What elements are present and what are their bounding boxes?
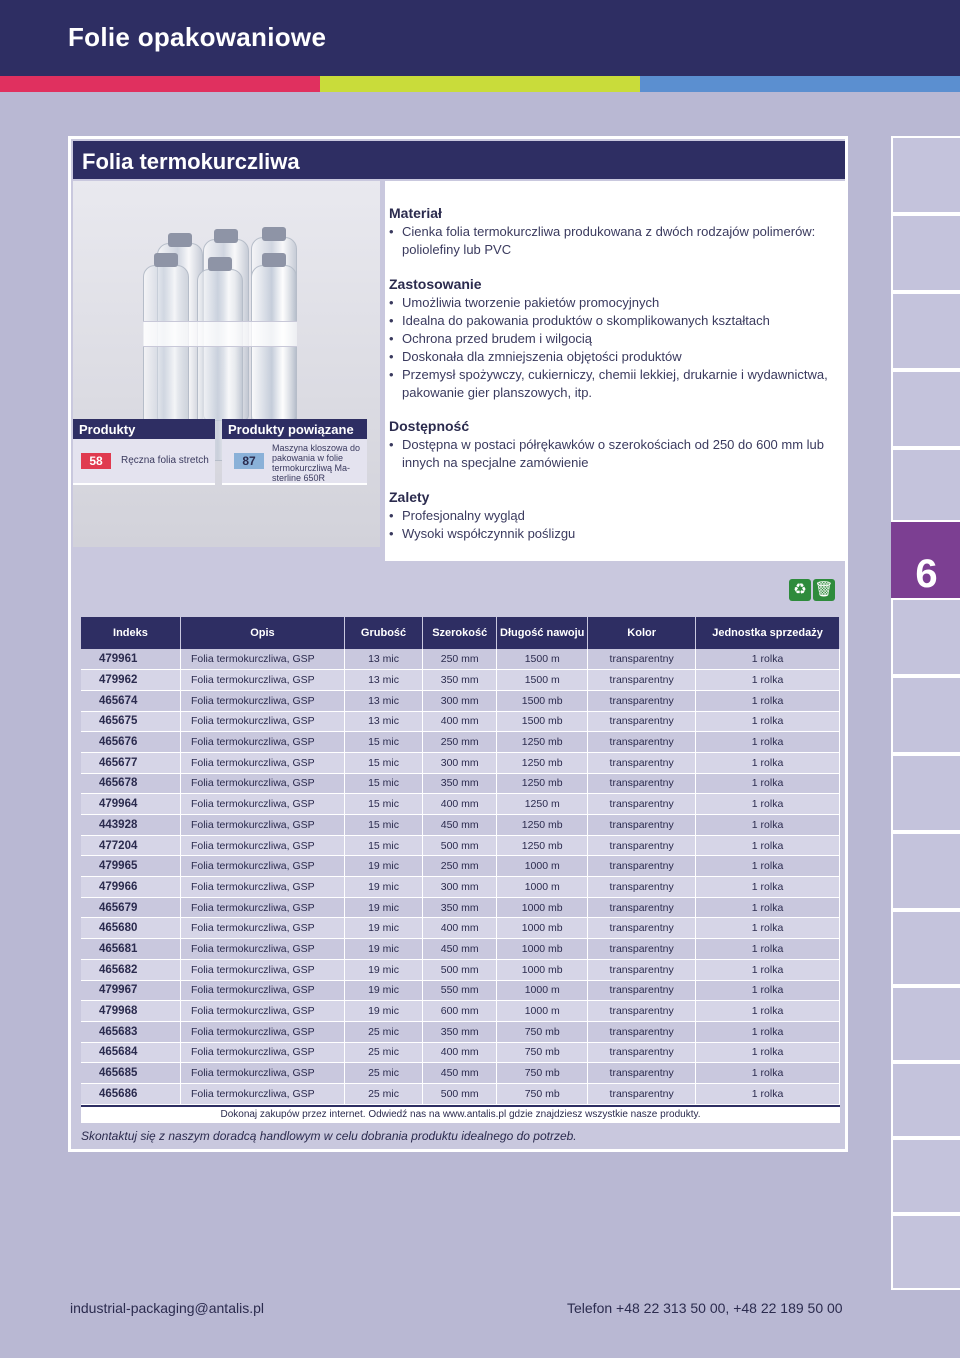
side-tab-11[interactable] [891, 910, 960, 986]
color-cell: transparentny [588, 794, 696, 815]
description-cell: Folia termokurczliwa, GSP [180, 1042, 344, 1063]
table-row [81, 835, 840, 856]
table-row [81, 939, 840, 960]
color-cell: transparentny [588, 959, 696, 980]
related-products-heading: Produkty powiązane [222, 419, 367, 439]
width-cell: 350 mm [423, 670, 497, 691]
column-header-color: Kolor [588, 617, 696, 649]
unit-cell: 1 rolka [696, 1063, 840, 1084]
color-cell: transparentny [588, 649, 696, 670]
table-row [81, 1083, 840, 1104]
color-cell: transparentny [588, 1021, 696, 1042]
thickness-cell: 25 mic [344, 1042, 422, 1063]
index-cell: 479966 [81, 877, 180, 898]
product-title-bar [73, 141, 845, 179]
color-cell: transparentny [588, 939, 696, 960]
recycle-icon: ♻ [789, 579, 811, 601]
unit-cell: 1 rolka [696, 1042, 840, 1063]
table-row [81, 959, 840, 980]
description-cell: Folia termokurczliwa, GSP [180, 1021, 344, 1042]
thickness-cell: 13 mic [344, 649, 422, 670]
width-cell: 450 mm [423, 815, 497, 836]
description-cell: Folia termokurczliwa, GSP [180, 980, 344, 1001]
footer-email[interactable]: industrial-packaging@antalis.pl [70, 1300, 264, 1316]
side-tab-5[interactable] [891, 448, 960, 522]
width-cell: 400 mm [423, 711, 497, 732]
side-tab-9[interactable] [891, 754, 960, 832]
color-cell: transparentny [588, 877, 696, 898]
product-title: Folia termokurczliwa [82, 149, 300, 174]
side-tab-15[interactable] [891, 1214, 960, 1290]
width-cell: 500 mm [423, 1083, 497, 1104]
material-list [389, 223, 839, 259]
color-stripe-lime [320, 76, 640, 92]
width-cell: 450 mm [423, 1063, 497, 1084]
thickness-cell: 13 mic [344, 690, 422, 711]
color-cell: transparentny [588, 732, 696, 753]
table-row [81, 773, 840, 794]
list-item: • Przemysł spożywczy, cukierniczy, chemii lekkiej, drukarnie i wydawnictwa, pakowanie gier planszowych, itp. [389, 366, 839, 402]
unit-cell: 1 rolka [696, 794, 840, 815]
width-cell: 400 mm [423, 794, 497, 815]
table-row [81, 815, 840, 836]
list-item: • Dostępna w postaci półrękawków o szerokościach od 250 do 600 mm lub innych na specjalne zamówienie [389, 436, 839, 472]
description-cell: Folia termokurczliwa, GSP [180, 732, 344, 753]
length-cell: 1250 mb [497, 815, 588, 836]
description-cell: Folia termokurczliwa, GSP [180, 959, 344, 980]
application-list [389, 294, 839, 402]
length-cell: 1250 mb [497, 732, 588, 753]
thickness-cell: 19 mic [344, 1001, 422, 1022]
unit-cell: 1 rolka [696, 649, 840, 670]
index-cell: 465675 [81, 711, 180, 732]
table-row [81, 649, 840, 670]
width-cell: 450 mm [423, 939, 497, 960]
length-cell: 1500 mb [497, 690, 588, 711]
description-cell: Folia termokurczliwa, GSP [180, 649, 344, 670]
side-tab-7[interactable] [891, 598, 960, 676]
eco-icons [789, 579, 837, 601]
table-row [81, 670, 840, 691]
unit-cell: 1 rolka [696, 1083, 840, 1104]
bottle-label-band [143, 321, 297, 347]
width-cell: 400 mm [423, 1042, 497, 1063]
unit-cell: 1 rolka [696, 773, 840, 794]
color-cell: transparentny [588, 815, 696, 836]
description-cell: Folia termokurczliwa, GSP [180, 690, 344, 711]
thickness-cell: 19 mic [344, 959, 422, 980]
color-cell: transparentny [588, 835, 696, 856]
thickness-cell: 25 mic [344, 1063, 422, 1084]
width-cell: 350 mm [423, 773, 497, 794]
unit-cell: 1 rolka [696, 815, 840, 836]
column-header-width: Szerokość [423, 617, 497, 649]
index-cell: 465677 [81, 752, 180, 773]
thickness-cell: 19 mic [344, 897, 422, 918]
description-cell: Folia termokurczliwa, GSP [180, 877, 344, 898]
length-cell: 1000 mb [497, 939, 588, 960]
index-cell: 479968 [81, 1001, 180, 1022]
thickness-cell: 13 mic [344, 670, 422, 691]
bottle-cap [208, 257, 232, 271]
color-cell: transparentny [588, 752, 696, 773]
description-cell: Folia termokurczliwa, GSP [180, 856, 344, 877]
description-cell: Folia termokurczliwa, GSP [180, 918, 344, 939]
table-header-row [81, 617, 840, 649]
index-cell: 479965 [81, 856, 180, 877]
index-cell: 477204 [81, 835, 180, 856]
index-cell: 479962 [81, 670, 180, 691]
color-stripe-blue [640, 76, 960, 92]
table-row [81, 1021, 840, 1042]
table-row [81, 752, 840, 773]
list-item: • Profesjonalny wygląd [389, 507, 839, 525]
table-row [81, 794, 840, 815]
list-item: • Idealna do pakowania produktów o skomplikowanych kształtach [389, 312, 839, 330]
width-cell: 250 mm [423, 856, 497, 877]
unit-cell: 1 rolka [696, 1021, 840, 1042]
length-cell: 1500 m [497, 649, 588, 670]
list-item: • Doskonała dla zmniejszenia objętości produktów [389, 348, 839, 366]
unit-cell: 1 rolka [696, 752, 840, 773]
bottle-cap [154, 253, 178, 267]
side-tab-3[interactable] [891, 292, 960, 370]
column-header-thickness: Grubość [344, 617, 422, 649]
thickness-cell: 15 mic [344, 773, 422, 794]
thickness-cell: 19 mic [344, 980, 422, 1001]
length-cell: 1000 mb [497, 897, 588, 918]
length-cell: 750 mb [497, 1042, 588, 1063]
color-cell: transparentny [588, 980, 696, 1001]
bottle-cap [168, 233, 192, 247]
thickness-cell: 19 mic [344, 918, 422, 939]
length-cell: 750 mb [497, 1021, 588, 1042]
index-cell: 465680 [81, 918, 180, 939]
width-cell: 300 mm [423, 877, 497, 898]
description-cell: Folia termokurczliwa, GSP [180, 939, 344, 960]
table-row [81, 711, 840, 732]
table-row [81, 1063, 840, 1084]
thickness-cell: 25 mic [344, 1021, 422, 1042]
color-cell: transparentny [588, 690, 696, 711]
trash-bin-icon: 🗑 [813, 579, 835, 601]
length-cell: 1250 mb [497, 773, 588, 794]
unit-cell: 1 rolka [696, 980, 840, 1001]
index-cell: 443928 [81, 815, 180, 836]
related-product-label: Maszyna kloszowa do pakowania w folie termokurczliwą Ma-sterline 650R [272, 443, 361, 483]
thickness-cell: 25 mic [344, 1083, 422, 1104]
related-products-body [222, 439, 367, 483]
related-page-number: 87 [234, 453, 264, 469]
side-tab-4[interactable] [891, 370, 960, 448]
table-row [81, 918, 840, 939]
bottle-cap [262, 227, 286, 241]
availability-list [389, 436, 839, 472]
list-item: • Umożliwia tworzenie pakietów promocyjnych [389, 294, 839, 312]
column-header-length: Długość nawoju [497, 617, 588, 649]
side-tab-number: 6 [915, 552, 938, 596]
color-cell: transparentny [588, 1083, 696, 1104]
alternative-product-label: Ręczna folia stretch [121, 455, 209, 466]
index-cell: 465676 [81, 732, 180, 753]
width-cell: 300 mm [423, 752, 497, 773]
description-cell: Folia termokurczliwa, GSP [180, 897, 344, 918]
thickness-cell: 15 mic [344, 732, 422, 753]
section-heading-material: Materiał [389, 205, 442, 221]
index-cell: 465683 [81, 1021, 180, 1042]
thickness-cell: 15 mic [344, 794, 422, 815]
thickness-cell: 13 mic [344, 711, 422, 732]
width-cell: 600 mm [423, 1001, 497, 1022]
color-cell: transparentny [588, 773, 696, 794]
side-tab-14[interactable] [891, 1138, 960, 1214]
table-row [81, 732, 840, 753]
index-cell: 465681 [81, 939, 180, 960]
section-heading-availability: Dostępność [389, 418, 470, 434]
length-cell: 1000 mb [497, 918, 588, 939]
unit-cell: 1 rolka [696, 732, 840, 753]
list-item: • Ochrona przed brudem i wilgocią [389, 330, 839, 348]
unit-cell: 1 rolka [696, 939, 840, 960]
length-cell: 750 mb [497, 1083, 588, 1104]
length-cell: 1000 m [497, 856, 588, 877]
product-card [68, 136, 848, 1152]
length-cell: 1500 mb [497, 711, 588, 732]
description-cell: Folia termokurczliwa, GSP [180, 773, 344, 794]
table-row [81, 980, 840, 1001]
index-cell: 465678 [81, 773, 180, 794]
online-purchase-note: Dokonaj zakupów przez internet. Odwiedź nas na www.antalis.pl gdzie znajdziesz wszystkie nasze produkty. [81, 1105, 840, 1123]
length-cell: 1000 m [497, 1001, 588, 1022]
index-cell: 479961 [81, 649, 180, 670]
index-cell: 465682 [81, 959, 180, 980]
alternative-products-body [73, 439, 215, 483]
unit-cell: 1 rolka [696, 959, 840, 980]
index-cell: 465674 [81, 690, 180, 711]
color-cell: transparentny [588, 918, 696, 939]
description-cell: Folia termokurczliwa, GSP [180, 752, 344, 773]
side-tab-8[interactable] [891, 676, 960, 754]
description-cell: Folia termokurczliwa, GSP [180, 711, 344, 732]
unit-cell: 1 rolka [696, 1001, 840, 1022]
related-products-box[interactable] [222, 419, 367, 485]
product-image [73, 181, 380, 547]
page-header [0, 0, 960, 76]
unit-cell: 1 rolka [696, 897, 840, 918]
length-cell: 1000 m [497, 980, 588, 1001]
column-header-index: Indeks [81, 617, 180, 649]
side-tab-1[interactable] [891, 136, 960, 214]
bottle-cap [262, 253, 286, 267]
card-background [71, 139, 845, 1149]
section-heading-application: Zastosowanie [389, 276, 482, 292]
color-cell: transparentny [588, 1063, 696, 1084]
description-cell: Folia termokurczliwa, GSP [180, 1063, 344, 1084]
color-cell: transparentny [588, 1042, 696, 1063]
width-cell: 250 mm [423, 649, 497, 670]
length-cell: 1000 m [497, 877, 588, 898]
side-tab-active[interactable] [891, 522, 960, 598]
side-tab-10[interactable] [891, 832, 960, 910]
color-cell: transparentny [588, 711, 696, 732]
description-cell: Folia termokurczliwa, GSP [180, 670, 344, 691]
column-header-description: Opis [180, 617, 344, 649]
thickness-cell: 15 mic [344, 835, 422, 856]
width-cell: 550 mm [423, 980, 497, 1001]
width-cell: 500 mm [423, 959, 497, 980]
side-tab-2[interactable] [891, 214, 960, 292]
color-cell: transparentny [588, 1001, 696, 1022]
side-tab-12[interactable] [891, 986, 960, 1062]
table-row [81, 897, 840, 918]
list-item: • Cienka folia termokurczliwa produkowana z dwóch rodzajów polimerów: poliolefiny lub PVC [389, 223, 839, 259]
alternative-products-heading: Produkty [73, 419, 215, 439]
contact-advisor-line: Skontaktuj się z naszym doradcą handlowym w celu dobrania produktu idealnego do potrzeb. [81, 1129, 577, 1143]
index-cell: 465685 [81, 1063, 180, 1084]
product-table [81, 617, 840, 1105]
unit-cell: 1 rolka [696, 670, 840, 691]
length-cell: 750 mb [497, 1063, 588, 1084]
unit-cell: 1 rolka [696, 690, 840, 711]
alternative-products-box[interactable] [73, 419, 215, 485]
unit-cell: 1 rolka [696, 918, 840, 939]
unit-cell: 1 rolka [696, 711, 840, 732]
index-cell: 465686 [81, 1083, 180, 1104]
length-cell: 1250 mb [497, 835, 588, 856]
table-row [81, 877, 840, 898]
length-cell: 1250 m [497, 794, 588, 815]
color-cell: transparentny [588, 897, 696, 918]
advantages-list [389, 507, 839, 543]
description-cell: Folia termokurczliwa, GSP [180, 1083, 344, 1104]
column-header-unit: Jednostka sprzedaży [696, 617, 840, 649]
description-cell: Folia termokurczliwa, GSP [180, 815, 344, 836]
table-body [81, 649, 840, 1104]
table-row [81, 856, 840, 877]
color-cell: transparentny [588, 856, 696, 877]
width-cell: 300 mm [423, 690, 497, 711]
list-item: • Wysoki współczynnik poślizgu [389, 525, 839, 543]
index-cell: 479967 [81, 980, 180, 1001]
thickness-cell: 19 mic [344, 939, 422, 960]
width-cell: 350 mm [423, 1021, 497, 1042]
color-stripe-magenta [0, 76, 320, 92]
thickness-cell: 19 mic [344, 877, 422, 898]
index-cell: 465679 [81, 897, 180, 918]
width-cell: 400 mm [423, 918, 497, 939]
description-cell: Folia termokurczliwa, GSP [180, 1001, 344, 1022]
table-row [81, 690, 840, 711]
section-heading-advantages: Zalety [389, 489, 430, 505]
width-cell: 250 mm [423, 732, 497, 753]
table-row [81, 1001, 840, 1022]
unit-cell: 1 rolka [696, 856, 840, 877]
thickness-cell: 15 mic [344, 752, 422, 773]
bottle-cap [214, 229, 238, 243]
side-tab-13[interactable] [891, 1062, 960, 1138]
description-cell: Folia termokurczliwa, GSP [180, 794, 344, 815]
index-cell: 465684 [81, 1042, 180, 1063]
thickness-cell: 19 mic [344, 856, 422, 877]
page-title: Folie opakowaniowe [68, 22, 327, 52]
length-cell: 1500 m [497, 670, 588, 691]
thickness-cell: 15 mic [344, 815, 422, 836]
index-cell: 479964 [81, 794, 180, 815]
description-cell: Folia termokurczliwa, GSP [180, 835, 344, 856]
alternative-page-number: 58 [81, 453, 111, 469]
length-cell: 1000 mb [497, 959, 588, 980]
color-cell: transparentny [588, 670, 696, 691]
footer-phone: Telefon +48 22 313 50 00, +48 22 189 50 00 [567, 1300, 843, 1316]
width-cell: 350 mm [423, 897, 497, 918]
unit-cell: 1 rolka [696, 877, 840, 898]
unit-cell: 1 rolka [696, 835, 840, 856]
length-cell: 1250 mb [497, 752, 588, 773]
table-row [81, 1042, 840, 1063]
width-cell: 500 mm [423, 835, 497, 856]
